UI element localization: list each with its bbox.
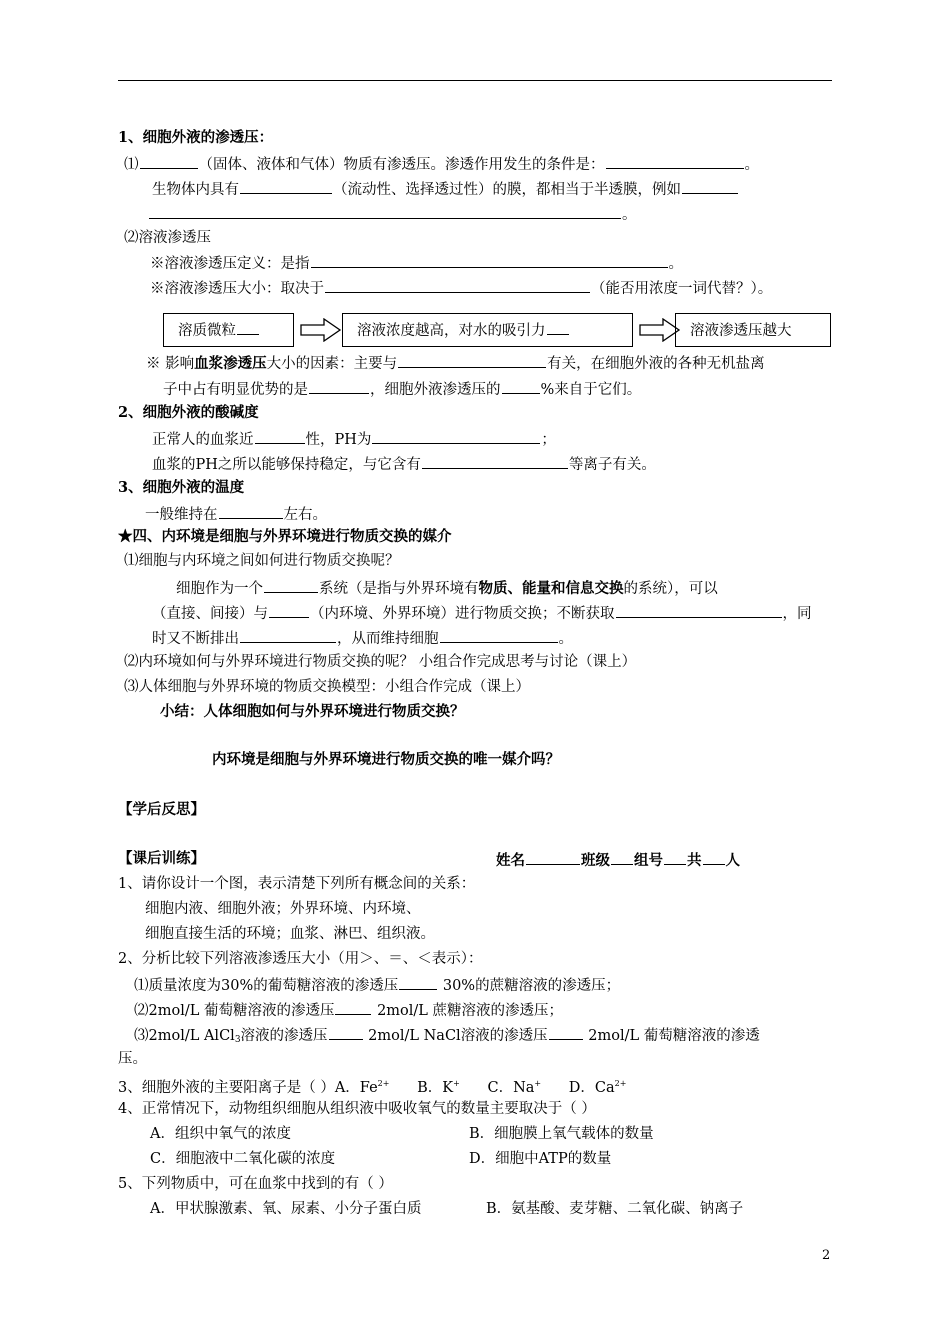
flow-box-pressure: 溶液渗透压越大 bbox=[675, 313, 831, 347]
s1-influence-1: ※ 影响血浆渗透压大小的因素：主要与 有关，在细胞外液的各种无机盐离 bbox=[146, 352, 765, 374]
s4-question-3: ⑶人体细胞与外界环境的物质交换模型：小组合作完成（课上） bbox=[124, 679, 530, 695]
s2-line-1: 正常人的血浆近 性，PH为 ； bbox=[152, 428, 556, 450]
t-q2-3: ⑶2mol/L AlCl$_3$溶液的渗透压 2mol/L NaCl溶液的渗透压 2mol/L 葡萄糖溶液的渗透 bbox=[134, 1024, 760, 1050]
training-heading: 【课后训练】 bbox=[118, 850, 205, 867]
arrow-right-icon bbox=[300, 318, 342, 342]
blank[interactable] bbox=[140, 153, 198, 169]
t-q4-option-c[interactable]: C．细胞液中二氧化碳的浓度 bbox=[150, 1151, 336, 1167]
s1-definition: ※溶液渗透压定义：是指 。 bbox=[150, 252, 683, 274]
blank[interactable] bbox=[309, 378, 369, 394]
reflection-heading: 【学后反思】 bbox=[118, 801, 205, 818]
s4-line-3: 时又不断排出 ，从而维持细胞 。 bbox=[152, 627, 573, 649]
group-field[interactable] bbox=[664, 849, 686, 865]
s4-summary: 小结：人体细胞如何与外界环境进行物质交换？ bbox=[160, 703, 465, 720]
name-field[interactable] bbox=[526, 849, 580, 865]
s1-size: ※溶液渗透压大小：取决于 （能否用浓度一词代替？）。 bbox=[150, 277, 772, 299]
s3-line-1: 一般维持在 左右。 bbox=[145, 503, 327, 525]
s1-line-2: 生物体内具有 （流动性、选择透过性）的膜，都相当于半透膜，例如 bbox=[152, 178, 739, 200]
t-q5-option-a[interactable]: A．甲状腺激素、氧、尿素、小分子蛋白质 bbox=[150, 1201, 422, 1217]
blank[interactable] bbox=[325, 277, 590, 293]
s1-line-1: ⑴ （固体、液体和气体）物质有渗透压。渗透作用发生的条件是： 。 bbox=[124, 153, 759, 175]
blank[interactable] bbox=[682, 178, 738, 194]
s1-sub-2: ⑵溶液渗透压 bbox=[124, 230, 211, 246]
section-1-heading: 1、细胞外液的渗透压： bbox=[118, 129, 274, 146]
t-q2-2: ⑵2mol/L 葡萄糖溶液的渗透压 2mol/L 蔗糖溶液的渗透压； bbox=[134, 999, 563, 1021]
s4-media-question: 内环境是细胞与外界环境进行物质交换的唯一媒介吗？ bbox=[212, 751, 560, 768]
blank[interactable] bbox=[219, 503, 283, 519]
t-q2-1: ⑴质量浓度为30%的葡萄糖溶液的渗透压 30%的蔗糖溶液的渗透压； bbox=[134, 974, 620, 996]
s2-line-2: 血浆的PH之所以能够保持稳定，与它含有 等离子有关。 bbox=[152, 453, 656, 475]
blank[interactable] bbox=[329, 1024, 363, 1040]
blank[interactable] bbox=[422, 453, 568, 469]
section-4-heading: ★四、内环境是细胞与外界环境进行物质交换的媒介 bbox=[118, 528, 452, 545]
blank[interactable] bbox=[372, 428, 540, 444]
blank[interactable] bbox=[440, 627, 558, 643]
s4-line-2: （直接、间接）与 （内环境、外界环境）进行物质交换；不断获取 ，同 bbox=[152, 602, 812, 624]
t-q4: 4、正常情况下，动物组织细胞从组织液中吸收氧气的数量主要取决于（ ） bbox=[118, 1101, 596, 1117]
blank[interactable] bbox=[398, 352, 546, 368]
t-q3: 3、细胞外液的主要阳离子是（ ）A．$Fe^{2+}$ B．K+ C．Na+ D．$Ca^{2+}$ bbox=[118, 1079, 627, 1096]
blank[interactable] bbox=[335, 999, 371, 1015]
page-number: 2 bbox=[822, 1248, 831, 1263]
t-q4-option-d[interactable]: D．细胞中ATP的数量 bbox=[469, 1151, 612, 1167]
blank[interactable] bbox=[269, 602, 309, 618]
blank[interactable] bbox=[549, 1024, 583, 1040]
t-q1-b: 细胞直接生活的环境；血浆、淋巴、组织液。 bbox=[145, 926, 435, 942]
t-q1-a: 细胞内液、细胞外液；外界环境、内环境、 bbox=[145, 901, 421, 917]
s4-question-1: ⑴细胞与内环境之间如何进行物质交换呢？ bbox=[124, 553, 400, 569]
s1-influence-2: 子中占有明显优势的是 ，细胞外液渗透压的 %来自于它们。 bbox=[163, 378, 641, 400]
flow-box-solute: 溶质微粒 bbox=[163, 313, 294, 347]
section-3-heading: 3、细胞外液的温度 bbox=[118, 479, 245, 496]
flow-box-concentration: 溶液浓度越高，对水的吸引力 bbox=[342, 313, 633, 347]
t-q1: 1、请你设计一个图，表示清楚下列所有概念间的关系： bbox=[118, 876, 476, 892]
blank[interactable] bbox=[240, 178, 332, 194]
blank[interactable] bbox=[255, 428, 305, 444]
blank[interactable] bbox=[149, 203, 621, 219]
s4-question-2: ⑵内环境如何与外界环境进行物质交换的呢？ 小组合作完成思考与讨论（课上） bbox=[124, 654, 637, 670]
t-q4-option-a[interactable]: A．组织中氧气的浓度 bbox=[150, 1126, 291, 1142]
t-q2: 2、分析比较下列溶液渗透压大小（用＞、＝、＜表示）： bbox=[118, 951, 483, 967]
class-field[interactable] bbox=[611, 849, 633, 865]
t-q5-option-b[interactable]: B．氨基酸、麦芽糖、二氧化碳、钠离子 bbox=[486, 1201, 744, 1217]
t-q5: 5、下列物质中，可在血浆中找到的有（ ） bbox=[118, 1176, 393, 1192]
blank[interactable] bbox=[606, 153, 744, 169]
s4-line-1: 细胞作为一个 系统（是指与外界环境有物质、能量和信息交换的系统），可以 bbox=[176, 577, 718, 599]
t-q2-3-cont: 压。 bbox=[118, 1051, 147, 1067]
blank[interactable] bbox=[311, 252, 668, 268]
section-2-heading: 2、细胞外液的酸碱度 bbox=[118, 404, 259, 421]
blank[interactable] bbox=[240, 627, 336, 643]
t-q4-option-b[interactable]: B．细胞膜上氧气载体的数量 bbox=[469, 1126, 654, 1142]
s1-line-3: 。 bbox=[148, 203, 637, 225]
total-field[interactable] bbox=[703, 849, 725, 865]
blank[interactable] bbox=[264, 577, 318, 593]
blank[interactable] bbox=[616, 602, 782, 618]
student-info: 姓名 班级 组号 共 人 bbox=[496, 849, 740, 871]
blank[interactable] bbox=[399, 974, 437, 990]
header-rule bbox=[118, 80, 832, 81]
blank[interactable] bbox=[502, 378, 540, 394]
